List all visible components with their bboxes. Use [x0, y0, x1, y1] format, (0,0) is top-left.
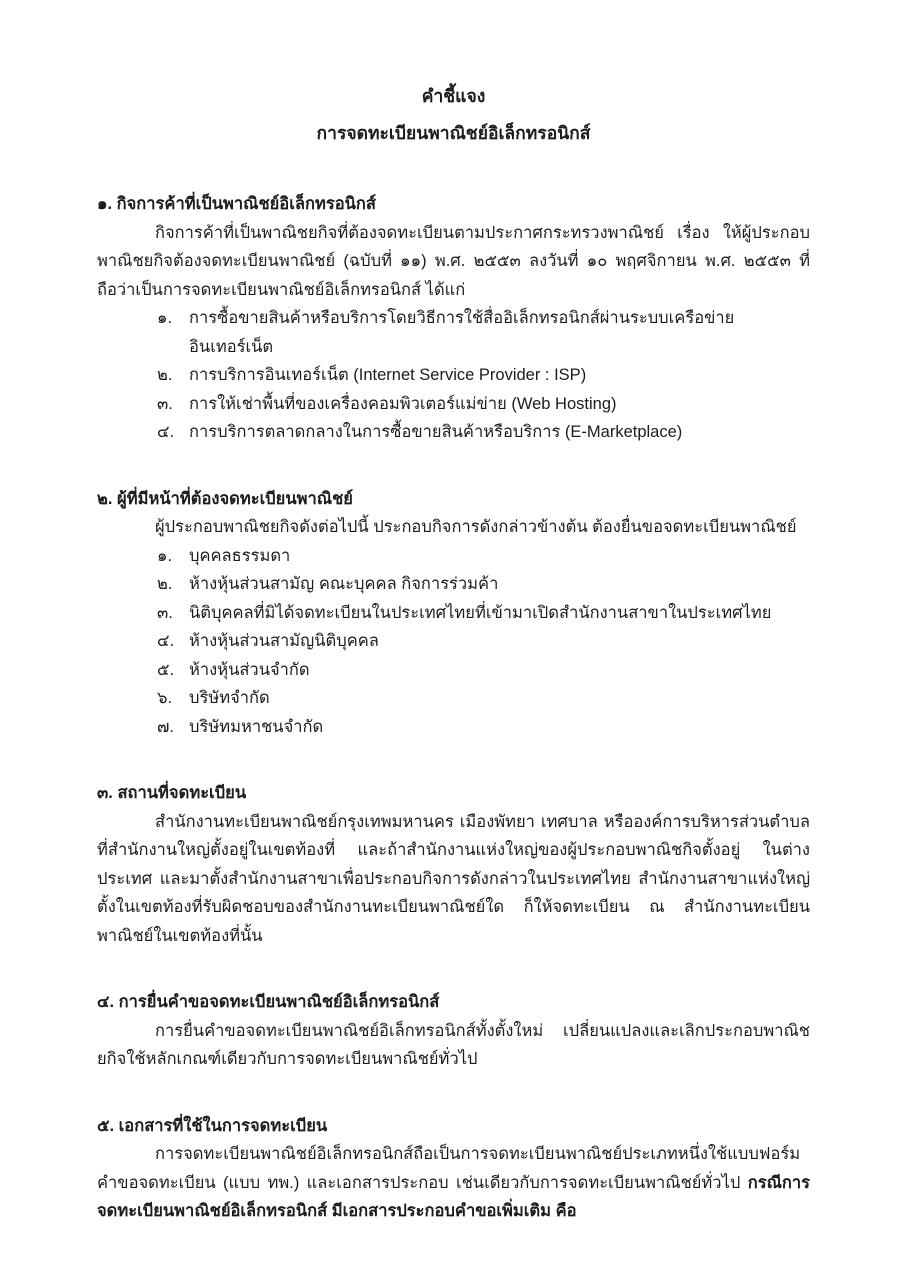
document-title-line1: คำชี้แจง: [421, 86, 486, 106]
section-4-paragraph: การยื่นคำขอจดทะเบียนพาณิชย์อิเล็กทรอนิกส์ทั้งตั้งใหม่ เปลี่ยนแปลงและเลิกประกอบพาณิชยกิจใช้หลักเกณฑ์เดียวกับการจดทะเบียนพาณิชย์ทั่วไป: [97, 1021, 810, 1068]
list-item-text: บริษัทมหาชนจำกัด: [189, 717, 324, 736]
section-1-heading: ๑. กิจการค้าที่เป็นพาณิชย์อิเล็กทรอนิกส์: [97, 195, 376, 213]
list-item-text: การบริการอินเทอร์เน็ต (Internet Service Provider : ISP): [189, 366, 587, 384]
section-3-paragraph: สำนักงานทะเบียนพาณิชย์กรุงเทพมหานคร เมืองพัทยา เทศบาล หรือองค์การบริหารส่วนตำบลที่สำนักงานใหญ่ตั้งอยู่ในเขตท้องที่ และถ้าสำนักงานแห่งใหญ่ของผู้ประกอบพาณิชกิจตั้งอยู่ ในต่างประเทศ และมาตั้งสำนักงานสาขาเพื่อประกอบกิจการดังกล่าวในประเทศไทย สำนักงานสาขาแห่งใหญ่ ตั้งในเขตท้องที่รับผิดชอบของสำนักงานทะเบียนพาณิชย์ใด ก็ให้จดทะเบียน ณ สำนักงานทะเบียนพาณิชย์ในเขตท้องที่นั้น: [97, 812, 810, 945]
list-item-text: บริษัทจำกัด: [189, 689, 270, 707]
list-item: [157, 599, 810, 628]
section-4-heading: ๔. การยื่นคำขอจดทะเบียนพาณิชย์อิเล็กทรอนิกส์: [97, 993, 440, 1011]
list-item-text: ห้างหุ้นส่วนสามัญนิติบุคคล: [189, 632, 379, 650]
list-item-text: นิติบุคคลที่มิได้จดทะเบียนในประเทศไทยที่เข้ามาเปิดสำนักงานสาขาในประเทศไทย: [189, 603, 772, 622]
list-item: [157, 542, 810, 571]
section-5-paragraph-bold: กรณีการจดทะเบียนพาณิชย์อิเล็กทรอนิกส์ มีเอกสารประกอบคำขอเพิ่มเติม คือ: [97, 1173, 810, 1220]
list-item-number: ๗.: [157, 717, 174, 736]
list-item-text: ห้างหุ้นส่วนจำกัด: [189, 660, 310, 679]
list-item-number: ๓.: [157, 603, 173, 622]
list-item-text: การซื้อขายสินค้าหรือบริการโดยวิธีการใช้สื่ออิเล็กทรอนิกส์ผ่านระบบเครือข่ายอินเทอร์เน็ต: [189, 309, 735, 356]
list-item-number: ๔.: [157, 423, 175, 441]
list-item: [157, 570, 810, 599]
list-item-number: ๔.: [157, 632, 175, 650]
list-item-number: ๖.: [157, 689, 173, 707]
list-item: [157, 418, 810, 447]
list-item: [157, 713, 810, 742]
document-title-line2: การจดทะเบียนพาณิชย์อิเล็กทรอนิกส์: [316, 123, 591, 143]
section-5-required-documents: [97, 1112, 810, 1226]
section-1-ecommerce-business-types: [97, 190, 810, 447]
list-item: [157, 390, 810, 419]
section-1-paragraph: กิจการค้าที่เป็นพาณิชยกิจที่ต้องจดทะเบียนตามประกาศกระทรวงพาณิชย์ เรื่อง ให้ผู้ประกอบพาณิชยกิจต้องจดทะเบียนพาณิชย์ (ฉบับที่ ๑๑) พ.ศ. ๒๕๕๓ ลงวันที่ ๑๐ พฤศจิกายน พ.ศ. ๒๕๕๓ ที่ถือว่าเป็นการจดทะเบียนพาณิชย์อิเล็กทรอนิกส์ ได้แก่: [97, 223, 810, 299]
list-item: [157, 304, 810, 361]
section-1-list: [97, 304, 810, 447]
section-5-paragraph-normal: การจดทะเบียนพาณิชย์อิเล็กทรอนิกส์ถือเป็นการจดทะเบียนพาณิชย์ประเภทหนึ่งใช้แบบฟอร์มคำขอจดทะเบียน (แบบ ทพ.) และเอกสารประกอบ เช่นเดียวกับการจดทะเบียนพาณิชย์ทั่วไป: [97, 1145, 801, 1192]
document-title: [97, 78, 810, 152]
list-item-number: ๒.: [157, 575, 173, 593]
list-item-number: ๓.: [157, 394, 173, 413]
list-item-text: การบริการตลาดกลางในการซื้อขายสินค้าหรือบริการ (E-Marketplace): [189, 423, 683, 441]
section-5-heading: ๕. เอกสารที่ใช้ในการจดทะเบียน: [97, 1116, 328, 1135]
section-2-heading: ๒. ผู้ที่มีหน้าที่ต้องจดทะเบียนพาณิชย์: [97, 489, 353, 508]
section-2-who-must-register: [97, 485, 810, 742]
list-item-text: การให้เช่าพื้นที่ของเครื่องคอมพิวเตอร์แม่ข่าย (Web Hosting): [189, 394, 617, 413]
list-item: [157, 627, 810, 656]
section-5-paragraph: [97, 1140, 810, 1226]
list-item-text: ห้างหุ้นส่วนสามัญ คณะบุคคล กิจการร่วมค้า: [189, 575, 499, 593]
list-item-text: บุคคลธรรมดา: [189, 546, 291, 565]
section-3-heading: ๓. สถานที่จดทะเบียน: [97, 784, 247, 802]
section-4-filing-application: [97, 988, 810, 1074]
list-item-number: ๒.: [157, 366, 173, 384]
section-2-list: [97, 542, 810, 742]
section-2-paragraph: ผู้ประกอบพาณิชยกิจดังต่อไปนี้ ประกอบกิจการดังกล่าวข้างต้น ต้องยื่นขอจดทะเบียนพาณิชย์: [155, 518, 797, 536]
list-item-number: ๑.: [157, 546, 173, 565]
section-3-registration-location: [97, 779, 810, 950]
list-item-number: ๕.: [157, 660, 175, 679]
list-item: [157, 656, 810, 685]
list-item: [157, 361, 810, 390]
list-item-number: ๑.: [157, 309, 173, 327]
list-item: [157, 684, 810, 713]
